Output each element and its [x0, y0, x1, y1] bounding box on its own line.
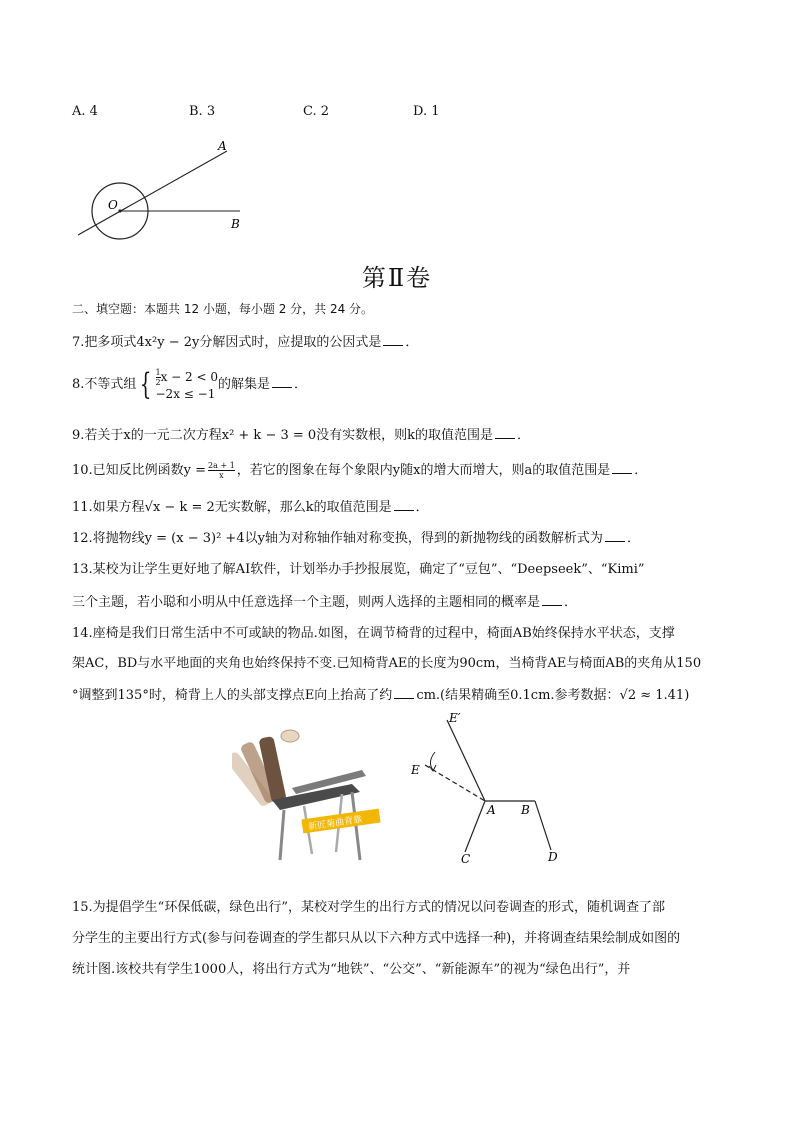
segment-bd: [535, 801, 551, 850]
rotation-arrow-head: [429, 765, 436, 771]
label-d: D: [548, 850, 558, 864]
label-a: A: [218, 139, 227, 153]
chair-photo: [232, 722, 392, 862]
q9-blank: [495, 425, 515, 439]
q8-text: 8.不等式组: [72, 377, 137, 392]
label-b: B: [521, 803, 530, 817]
q8-row1: x − 2 < 0: [160, 369, 218, 384]
label-a: A: [487, 803, 496, 817]
question-13-line-2: [72, 592, 577, 613]
option-c: C. 2: [303, 104, 330, 119]
question-15-line-3: 统计图.该校共有学生1000人，将出行方式为“地铁”、“公交”、“新能源车”的视为“绿色出行”，并: [72, 962, 631, 977]
question-8: [72, 365, 307, 405]
question-14-line-2: 架AC，BD与水平地面的夹角也始终保持不变.已知椅背AE的长度为90cm，当椅背AE与椅面AB的夹角从150: [72, 656, 702, 671]
q7-end: ．: [405, 335, 419, 350]
q13-end: ．: [564, 595, 578, 610]
q12-text: 12.将抛物线y = (x − 3)² +4以y轴为对称轴作轴对称变换，得到的新抛物线的函数解析式为: [72, 531, 603, 546]
question-10: [72, 458, 647, 484]
q8-frac-den: 2: [155, 377, 161, 387]
q8-blank: [272, 374, 292, 388]
option-b: B. 3: [189, 104, 216, 119]
question-9: [72, 425, 530, 446]
q10-frac-den: x: [219, 471, 224, 480]
q12-blank: [605, 528, 625, 542]
q14-end: cm.(结果精确至0.1cm.参考数据：√2 ≈ 1.41): [416, 688, 690, 703]
question-11: [72, 497, 429, 518]
q9-end: ．: [517, 428, 531, 443]
q14-blank: [394, 685, 414, 699]
q7-blank: [383, 332, 403, 346]
q13-blank: [542, 592, 562, 606]
chair-geometry-figure: [405, 710, 575, 870]
q10-end: ．: [634, 463, 648, 478]
q8-brace: {: [140, 366, 152, 402]
q10-blank: [612, 460, 632, 474]
question-7: [72, 332, 418, 353]
label-c: C: [461, 852, 471, 866]
option-d: D. 1: [413, 104, 440, 119]
q11-end: ．: [415, 500, 429, 515]
q11-text: 11.如果方程√x − k = 2无实数解，那么k的取值范围是: [72, 500, 392, 515]
question-15-line-1: 15.为提倡学生“环保低碳，绿色出行”，某校对学生的出行方式的情况以问卷调查的形式，随机调查了部: [72, 900, 665, 915]
q8-end: ．: [294, 377, 308, 392]
question-14-line-1: 14.座椅是我们日常生活中不可或缺的物品.如图，在调节椅背的过程中，椅面AB始终保持水平状态，支撑: [72, 626, 675, 641]
q8-row2: −2x ≤ −1: [155, 386, 216, 401]
ray-oa: [78, 151, 227, 235]
headrest: [281, 730, 299, 742]
label-b: B: [231, 217, 240, 231]
label-o: O: [108, 198, 118, 212]
option-a: A. 4: [72, 104, 98, 119]
q12-end: ．: [626, 531, 640, 546]
q8-frac-num: 1: [155, 367, 161, 377]
question-12: [72, 528, 640, 549]
question-13-line-1: 13.某校为让学生更好地了解AI软件，计划举办手抄报展览，确定了“豆包”、“Deepseek”、“Kimi”: [72, 562, 645, 577]
q10-text: 10.已知反比例函数y =: [72, 463, 207, 478]
question-14-line-3: [72, 685, 689, 706]
photo-caption: 新匠菊曲背靠: [307, 815, 363, 833]
circle-angle-figure: [70, 135, 260, 245]
q10-frac-num: 2a + 1: [208, 461, 235, 470]
segment-ae-prime: [447, 720, 485, 801]
leg-front-left: [280, 810, 284, 860]
question-15-line-2: 分学生的主要出行方式(参与问卷调查的学生都只从以下六种方式中选择一种)，并将调查结果绘制成如图的: [72, 931, 681, 946]
q13-text: 三个主题，若小聪和小明从中任意选择一个主题，则两人选择的主题相同的概率是: [72, 595, 541, 610]
q11-blank: [394, 497, 414, 511]
center-dot: [118, 209, 121, 212]
q9-text: 9.若关于x的一元二次方程x² + k − 3 = 0没有实数根，则k的取值范围是: [72, 428, 494, 443]
section-title: 第Ⅱ卷: [361, 264, 433, 292]
segment-ac: [465, 801, 485, 852]
q8-system: [156, 368, 219, 402]
label-e: E: [411, 763, 420, 777]
q7-text: 7.把多项式4x²y − 2y分解因式时，应提取的公因式是: [72, 335, 382, 350]
q8-post: 的解集是: [218, 377, 271, 392]
label-e-prime: E′: [449, 711, 461, 725]
q14-text: °调整到135°时，椅背上人的头部支撑点E向上抬高了约: [72, 688, 393, 703]
q10-mid: ，若它的图象在每个象限内y随x的增大而增大，则a的取值范围是: [236, 463, 611, 478]
section-header: 二、填空题：本题共 12 小题，每小题 2 分，共 24 分。: [72, 302, 374, 316]
